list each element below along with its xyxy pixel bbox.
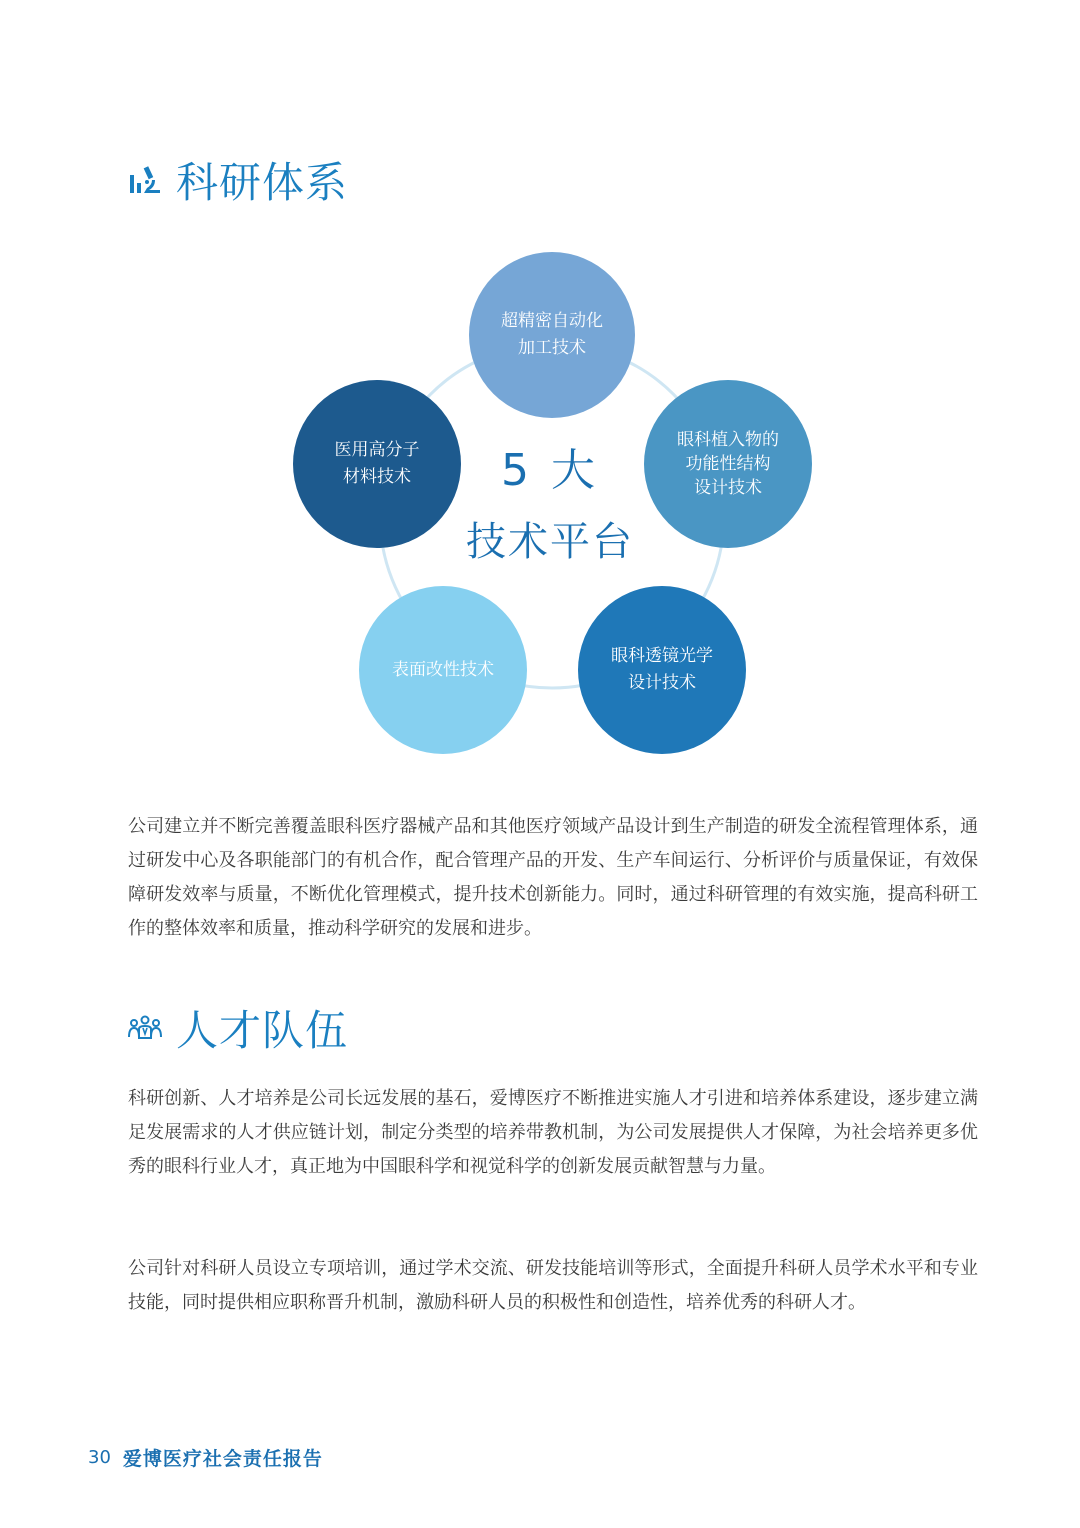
page-footer	[88, 1444, 323, 1471]
center-label-line2: 技术平台	[466, 519, 634, 565]
report-title: 爱博医疗社会责任报告	[122, 1448, 323, 1470]
microscope-icon	[128, 163, 162, 197]
section-title-talent	[128, 998, 348, 1058]
center-label-line1: 5 大	[501, 445, 599, 496]
talent-paragraph-2: 公司针对科研人员设立专项培训，通过学术交流、研发技能培训等形式，全面提升科研人员学术水平和专业技能，同时提供相应职称晋升机制，激励科研人员的积极性和创造性，培养优秀的科研人才。	[128, 1258, 978, 1313]
section-title-research	[128, 150, 348, 210]
node-polymer-material	[293, 380, 461, 548]
node-line: 设计技术	[628, 673, 696, 693]
node-line: 设计技术	[694, 478, 762, 498]
diagram-center-label	[450, 445, 650, 573]
node-implant-structure	[644, 380, 812, 548]
team-icon	[128, 1011, 162, 1045]
section-title-text: 人才队伍	[176, 1006, 349, 1055]
node-line: 材料技术	[343, 467, 411, 487]
node-line: 眼科植入物的	[677, 430, 779, 450]
node-line: 功能性结构	[685, 454, 771, 474]
tech-platform-diagram	[270, 240, 830, 770]
node-line: 超精密自动化	[501, 311, 603, 331]
node-line: 医用高分子	[334, 440, 420, 460]
section-title-text: 科研体系	[176, 158, 349, 207]
node-line: 加工技术	[518, 338, 586, 358]
research-paragraph: 公司建立并不断完善覆盖眼科医疗器械产品和其他医疗领域产品设计到生产制造的研发全流程管理体系，通过研发中心及各职能部门的有机合作，配合管理产品的开发、生产车间运行、分析评价与质量保证，有效保障研发效率与质量，不断优化管理模式，提升技术创新能力。同时，通过科研管理的有效实施，提高科研工作的整体效率和质量，推动科学研究的发展和进步。	[128, 816, 978, 939]
node-lens-optics	[578, 586, 746, 754]
node-ultra-precision	[469, 252, 635, 418]
talent-paragraph-1: 科研创新、人才培养是公司长远发展的基石，爱博医疗不断推进实施人才引进和培养体系建设，逐步建立满足发展需求的人才供应链计划，制定分类型的培养带教机制，为公司发展提供人才保障，为社会培养更多优秀的眼科行业人才，真正地为中国眼科学和视觉科学的创新发展贡献智慧与力量。	[128, 1088, 978, 1177]
page-number: 30	[88, 1447, 111, 1468]
node-line: 表面改性技术	[392, 659, 494, 680]
node-surface-modification	[359, 586, 527, 754]
node-line: 眼科透镜光学	[611, 646, 713, 666]
